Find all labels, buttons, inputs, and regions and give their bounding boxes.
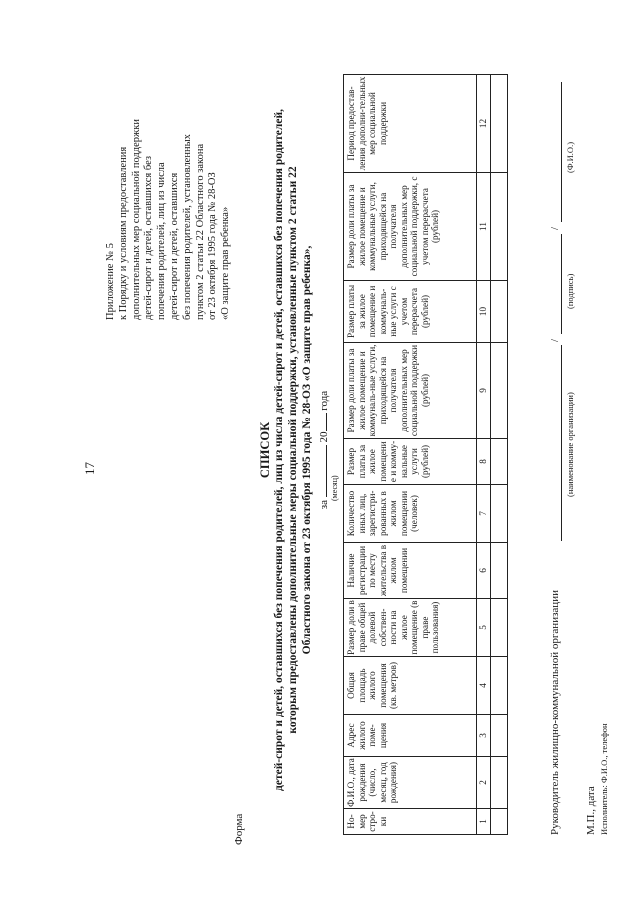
table-cell — [491, 543, 508, 599]
reporting-period — [317, 55, 330, 845]
column-number: 5 — [477, 599, 491, 657]
year-prefix: 20 — [318, 431, 330, 443]
table-cell — [491, 75, 508, 173]
appendix-line: «О защите прав ребенка» — [220, 206, 232, 320]
appendix-line: Приложение № 5 — [105, 243, 116, 320]
column-header: Адрес жилого поме-щения — [344, 715, 477, 757]
page-number: 17 — [82, 462, 97, 475]
organization-caption: (наименование организации) — [565, 392, 575, 497]
year-suffix: года — [318, 390, 330, 411]
slash-separator: / — [549, 226, 561, 230]
table-cell — [491, 439, 508, 485]
month-caption: (месяц) — [330, 475, 339, 501]
form-label: Форма — [233, 813, 245, 845]
appendix-note — [105, 0, 233, 320]
stamp-date-label: М.П., дата — [585, 786, 597, 835]
column-number: 1 — [477, 809, 491, 835]
name-line — [561, 82, 562, 222]
organization-line — [561, 345, 562, 541]
column-number-row — [477, 75, 491, 835]
column-number: 6 — [477, 543, 491, 599]
column-header: Размер доли платы за жилое помещение и коммуналь-ные услуги, приходящейся на получателя дополнительных мер социальной поддержки (рублей) — [344, 343, 477, 439]
name-caption: (Ф.И.О.) — [565, 141, 575, 173]
appendix-line: к Порядку и условиям предоставления — [117, 146, 129, 320]
table-cell — [491, 757, 508, 809]
column-number: 9 — [477, 343, 491, 439]
appendix-line: дополнительных мер социальной поддержки — [130, 119, 142, 320]
title-line-2: которым предоставлены дополнительные меры социальной поддержки, установленные пунктом 2 статьи 22 — [287, 166, 299, 734]
period-prefix: за — [318, 499, 330, 510]
column-header: Размер платы за жилое помещение и комму-нальные услуги (рублей) — [344, 439, 477, 485]
table-header-row — [344, 75, 477, 835]
year-blank — [317, 413, 327, 431]
column-number: 8 — [477, 439, 491, 485]
column-header: Размер доли платы за жилое помещение и коммунальные услуги, приходящейся на получателя дополнительных мер социальной поддержки, с учетом перерасчета (рублей) — [344, 173, 477, 281]
column-header: Но-мер стро-ки — [344, 809, 477, 835]
document-title: СПИСОК — [258, 421, 272, 479]
title-line-3: Областного закона от 23 октября 1995 года № 28-ОЗ «О защите прав ребенка», — [301, 245, 313, 655]
column-header: Период предостав-ления дополни-тельных мер социальной поддержки — [344, 75, 477, 173]
column-header: Наличие регистрации по месту жительства в жилом помещении — [344, 543, 477, 599]
column-number: 11 — [477, 173, 491, 281]
table-cell — [491, 599, 508, 657]
table-cell — [491, 657, 508, 715]
table-cell — [491, 281, 508, 343]
column-number: 12 — [477, 75, 491, 173]
table-cell — [491, 485, 508, 543]
signature-caption: (подпись) — [565, 273, 575, 309]
appendix-line: пунктом 2 статьи 22 Областного закона — [194, 143, 206, 320]
slash-separator: / — [549, 338, 561, 342]
column-header: Количество иных лиц, зарегистри-рованных в жилом помещении (человек) — [344, 485, 477, 543]
appendix-line: попечения родителей, лиц из числа — [156, 162, 168, 320]
column-number: 7 — [477, 485, 491, 543]
executor-label: Исполнитель: Ф.И.О., телефон — [599, 723, 609, 835]
appendix-line: без попечения родителей, установленных — [181, 134, 193, 320]
table-row — [491, 75, 508, 835]
title-line-1: детей-сирот и детей, оставшихся без попечения родителей, лиц из числа детей-сирот и детей, оставшихся без попечения родителей, — [273, 109, 285, 791]
signature-label: Руководитель жилищно-коммунальной организации — [549, 590, 561, 835]
month-blank — [317, 445, 327, 497]
table-cell — [491, 715, 508, 757]
column-number: 3 — [477, 715, 491, 757]
column-header: Ф.И.О., дата рождения (число, месяц, год рождения) — [344, 757, 477, 809]
column-header: Общая площадь жилого помещения (кв. метров) — [344, 657, 477, 715]
column-header: Размер доли в праве общей долевой собствен-ности на жилое помещение (в праве пользования) — [344, 599, 477, 657]
table-cell — [491, 343, 508, 439]
appendix-line: от 23 октября 1995 года № 28-ОЗ — [207, 172, 219, 320]
recipients-table — [343, 74, 508, 835]
appendix-line: детей-сирот и детей, оставшихся — [168, 172, 180, 320]
column-number: 2 — [477, 757, 491, 809]
column-number: 10 — [477, 281, 491, 343]
appendix-line: детей-сирот и детей, оставшихся без — [143, 155, 155, 320]
table-cell — [491, 173, 508, 281]
column-header: Размер платы за жилое помещение и коммуналь-ные услуги с учетом перерасчета (рублей) — [344, 281, 477, 343]
column-number: 4 — [477, 657, 491, 715]
signature-line — [561, 234, 562, 334]
table-cell — [491, 809, 508, 835]
